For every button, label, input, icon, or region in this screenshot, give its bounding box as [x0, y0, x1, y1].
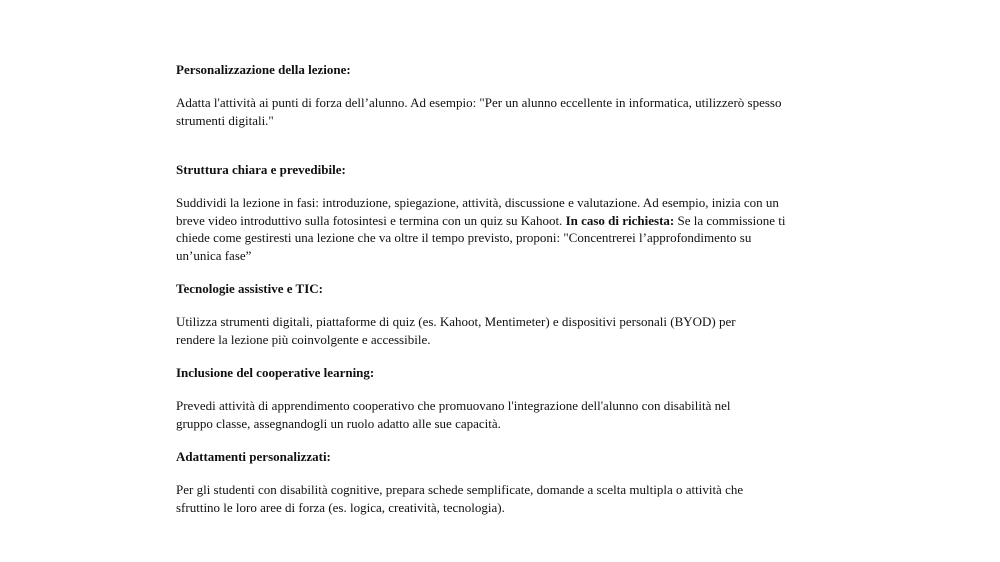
paragraph-text: Se la commissione ti	[677, 212, 786, 228]
section-paragraph	[176, 397, 816, 432]
paragraph-line: Suddividi la lezione in fasi: introduzione, spiegazione, attività, discussione e valutazione. Ad esempio, inizia con un	[176, 195, 779, 210]
paragraph-text: breve video introduttivo sulla fotosintesi e termina con un quiz su Kahoot.	[176, 212, 563, 228]
section-cooperative	[176, 364, 816, 432]
emphasis-text: In caso di richiesta:	[565, 212, 675, 228]
document-page	[176, 61, 816, 516]
section-adattamenti	[176, 448, 816, 516]
section-heading: Adattamenti personalizzati:	[176, 449, 331, 464]
section-heading: Struttura chiara e prevedibile:	[176, 162, 346, 177]
section-heading: Tecnologie assistive e TIC:	[176, 281, 323, 296]
section-heading: Personalizzazione della lezione:	[176, 62, 351, 77]
section-struttura	[176, 161, 816, 264]
paragraph-line: sfruttino le loro aree di forza (es. logica, creatività, tecnologia).	[176, 499, 505, 515]
paragraph-line: gruppo classe, assegnandogli un ruolo adatto alle sue capacità.	[176, 415, 501, 431]
paragraph-line: Prevedi attività di apprendimento cooperativo che promuovano l'integrazione dell'alunno con disabilità nel	[176, 398, 731, 413]
paragraph-line: rendere la lezione più coinvolgente e accessibile.	[176, 331, 431, 347]
section-paragraph	[176, 313, 816, 348]
section-tecnologie	[176, 280, 816, 348]
section-paragraph	[176, 481, 816, 516]
paragraph-line: strumenti digitali."	[176, 112, 274, 128]
section-personalizzazione	[176, 61, 816, 129]
section-heading: Inclusione del cooperative learning:	[176, 365, 375, 380]
section-paragraph	[176, 194, 816, 264]
paragraph-line: un’unica fase”	[176, 247, 252, 263]
paragraph-line: Utilizza strumenti digitali, piattaforme di quiz (es. Kahoot, Mentimeter) e dispositivi personali (BYOD) per	[176, 314, 736, 329]
paragraph-line: Per gli studenti con disabilità cognitive, prepara schede semplificate, domande a scelta multipla o attività che	[176, 482, 744, 497]
paragraph-line: chiede come gestiresti una lezione che va oltre il tempo previsto, proponi: "Concentrerei l’approfondimento su	[176, 230, 752, 245]
section-paragraph	[176, 94, 816, 129]
paragraph-line-mixed	[176, 212, 816, 230]
paragraph-line: Adatta l'attività ai punti di forza dell’alunno. Ad esempio: "Per un alunno eccellente in informatica, utilizzerò spesso	[176, 95, 782, 110]
